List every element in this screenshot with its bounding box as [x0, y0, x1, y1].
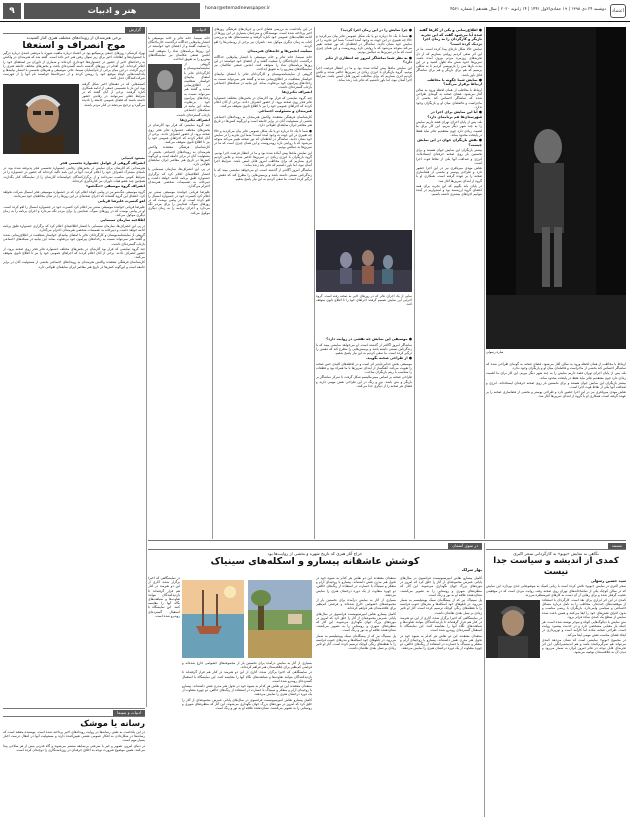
lead-question-2: ● نمایش شما چگونه با مخاطب ارتباط برقرار می‌کند؟: [427, 77, 482, 87]
lead-continued-1: ارتباط با مخاطب از همان لحظه ورود به سالن آغاز می‌شود. فضای صحنه به گونه‌ای طراحی شده که تماشاگر احساس کند بخشی از ماجراست و فاصله‌ای میان او و بازیگران وجود ندارد.: [486, 362, 626, 371]
lead-continued-2: بله، پس از پایان اجرای تهران قصد داریم نمایش را به چند شهر دیگر ببریم. این کار برای ما اهمیت زیادی دارد چون معتقدیم تئاتر نباید فقط در پایتخت محدود بماند.: [486, 371, 626, 380]
report-subhead-1: انصراف گروهی از عوامل جشنواره تجسمی فجر: [60, 160, 145, 165]
report-paragraph-6: در پی این انصراف‌ها، سازمان سینمایی با انتشار اطلاعیه‌ای اعلام کرد که برگزاری جشنواره طبق برنامه ادامه خواهد داشت و دبیرخانه به تصمیمات شخصی هنرمندان احترام می‌گذارد.: [3, 223, 145, 233]
cinema-paragraph-8: پل سینیاک نیز که از پیشگامان سبک پوینتیلیسم به شمار می‌رود، در تابلوهای خود اسکله‌ها و بندرهای جنوب فرانسه را با نقطه‌های رنگی کوچک ترسیم کرده است. آثار او تاثیر زیادی بر نسل بعدی نقاشان داشت.: [316, 633, 396, 651]
kimiai-photo: [3, 84, 79, 154]
interview-question-4: ● از طراحی صحنه بگویید.: [365, 356, 412, 361]
lead-photo-caption: [486, 350, 626, 360]
cinema-paragraph-3: در نمایشگاهی که اخیرا برگزار شده، آثاری از این دو هنرمند در کنار هم قرار گرفته‌اند تا بازدیدکنندگان بتوانند تفاوت‌ها و شباهت‌های نگاه آنها را مقایسه کنند. این نمایشگاه با استقبال گسترده‌ای روبه‌رو شده است.: [400, 615, 482, 633]
doc-tag: مستند: [608, 543, 626, 549]
report-title: موج انصراف و استعفا: [22, 40, 126, 52]
interview-column-a: [316, 27, 412, 227]
doc-paragraph-3: متن نمایش با دیالوگ‌هایی کوتاه و موجز نوشته شده است. هر جمله بار معنایی مشخصی دارد و در خدمت پیشبرد روایت است. طراحی صحنه ساده اما کارآمد است و نورپردازی در ایجاد فضای مناسب نقش مهمی ایفا می‌کند.: [542, 620, 626, 637]
lead-column-b: [486, 362, 626, 537]
photo-credit: ساره رسولی: [486, 350, 504, 354]
date-line: دوشنبه ۲۴ دی ۱۳۹۸ | ۱۹ جمادی‌الاول ۱۴۴۱ | ۱۴ ژانویه ۲۰۲۰ | سال هفدهم | شماره ۴۵۶۱: [450, 6, 606, 11]
section-divider: [3, 708, 145, 709]
lead-continued-3: بیشتر بازیگران این نمایش جوان هستند و برای نخستین بار روی صحنه حرفه‌ای ایستاده‌اند. انرژی و صداقت آنها یکی از نقاط قوت اجرا است.: [486, 380, 626, 390]
section-divider: [148, 540, 626, 541]
cinema-paragraph-13: کامیل پیسارو نقاش امپرسیونیست فرانسوی در سال‌های پایانی عمرش مجموعه‌ای از آثار را خلق کرد که امروز در موزه‌های بزرگ جهان نگهداری می‌شوند. این آثار که منظره‌های شهری و روستایی را به تصویر می‌کشند، نشان‌دهنده علاقه او به نور و رنگ است.: [182, 697, 312, 711]
culture-tag: ادبیات: [192, 27, 210, 33]
lead-photo: [486, 27, 626, 349]
lead-continued-4: نقاش مهدی میرباقری نیز در این اجرا حضور دارد و طراحی پوستر و بخشی از فضاسازی صحنه را بر عهده گرفته است. همکاری او با گروه از ابتدای تمرین‌ها آغاز شد.: [486, 390, 626, 399]
doc-photo: [486, 600, 540, 658]
report-paragraph-3: هنرمندانی که آثارشان برای نمایش در بخش‌های رقابتی جشنواره تجسمی فجر پذیرفته شده بود، در نامه‌ای مشترک انصراف خود را اعلام کردند. آنها در این نامه تاکید کرده‌اند که حضور در جشنواره را در شرایط کنونی مناسب نمی‌دانند و از برگزارکنندگان خواسته‌اند آثارشان را از نمایشگاه کنار بگذارند. همچنین چند عضو هیات داوران نیز کناره‌گیری کرده‌اند.: [3, 166, 145, 183]
cinema-paragraph-4: منتقدان معتقدند این دو نقاش هر کدام به شیوه خود در تحول هنر مدرن نقش داشته‌اند. پیسارو با روحیه‌ای آرام و متفکر و سینیاک با جسارت در استفاده از رنگ‌های خالص، دو چهره متفاوت از یک دوره درخشان هنری را نمایش می‌دهند.: [400, 633, 482, 651]
section-email[interactable]: honar@etemadnewspaper.ir: [205, 6, 271, 11]
cinema-col-d: [182, 661, 312, 817]
report-photo-caption: مسعود کیمیایی: [121, 155, 145, 160]
cinema-byline: بهار سرلک: [461, 567, 482, 573]
lead-answer-1: نمایش حالا شکل تازه‌ای پیدا کرده است. ما در این اثر سعی کردیم روایتی بسازیم که از دل تجربه‌های روزمره مردم بیرون آمده باشد. تمرین‌ها حدود شش ماه طول کشید و در این مدت بارها متن را بازنویسی کردیم تا به شکلی برسیم که هم برای بازیگر و هم برای تماشاگر قابل باور باشد.: [416, 47, 482, 77]
report-section: [3, 27, 145, 707]
report-kicker: برخی هنرمندان از رویدادهای مختلف هنری کنار کشیدند: [26, 35, 122, 40]
report-paragraph-1: بهراد کرشکی: روزهای جمعی پرسپکتیو بود در اعتماد درباره ماهیت شهره با مرتضی اسدی درباره درگیر با جشنواره‌ها و اتفاقات اخیر برای زیر سوال رفتن هنر خبر داده است. گفته شد که هنرمندان در واکنش به رخدادهای اخیر از حضور در جشنواره‌ها خودداری کرده‌اند و شماری از داوران نیز استعفای خود را اعلام کرده‌اند. این اقدام در روزهای گذشته دامنه گسترده‌ای یافت و بخش‌های مختلف جامعه هنری را دربر گرفت. در این میان برخی از نام‌آشنایان سینما، تئاتر، موسیقی و هنرهای تجسمی با انتشار بیانیه‌ها و یادداشت‌هایی کوتاه موضع خود را روشن کردند و از دبیرخانه‌ها خواستند نام آنها را از فهرست شرکت‌کنندگان حذف کنند.: [3, 51, 145, 81]
culture-b-paragraph-5: در پی این انصراف‌ها، سازمان سینمایی با انتشار اطلاعیه‌ای اعلام کرد که برگزاری جشنواره طبق برنامه ادامه خواهد داشت و دبیرخانه به تصمیمات شخصی هنرمندان احترام می‌گذارد.: [148, 167, 210, 189]
doc-paragraph-4: در مجموع «بونو» نمایشی است که نشان می‌دهد کمدی می‌تواند هم سرگرم‌کننده باشد و هم اندیشه‌برانگیز. این اثر تجربه‌ای قابل توجه در تئاتر امروز ایران به شمار می‌رود و دیدن آن به علاقه‌مندان توصیه می‌شود.: [542, 637, 626, 655]
cinema-paragraph-10: بسیاری از آثار به نمایش درآمده برای نخستین بار از مجموعه‌های خصوصی خارج شده‌اند و فرصتی کم‌نظیر برای علاقه‌مندان هنر فراهم کرده‌اند.: [182, 661, 312, 670]
culture-column-b: [148, 27, 210, 537]
culture-paragraph-5: کارشناسان فرهنگی معتقدند واکنش هنرمندان به رویدادهای اجتماعی بخشی از مسئولیت آنان در برابر جامعه است و این‌گونه کنش‌ها در تاریخ هنر معاصر ایران سابقه‌ای طولانی دارد.: [214, 115, 312, 128]
portrait-icon: [148, 64, 182, 108]
interview-answer-2: این نمایش ماه‌ها پیش آماده شده بود و ما در انتظار فرصت اجرا بودیم. گروه بازیگران با انرژی زیادی در تمرین‌ها حاضر شدند و تلاش کردیم اثری بسازیم که برای مخاطب امروز قابل لمس باشد. شرایط اجرا آسان نبود، اما باور داشتیم که تئاتر باید زنده بماند.: [316, 65, 412, 83]
cinema-paragraph-5: منتقدان معتقدند این دو نقاش هر کدام به شیوه خود در تحول هنر مدرن نقش داشته‌اند. پیسارو با روحیه‌ای آرام و متفکر و سینیاک با جسارت در استفاده از رنگ‌های خالص، دو چهره متفاوت از یک دوره درخشان هنری را نمایش می‌دهند.: [316, 576, 396, 597]
culture-paragraph-4: چند گروه نمایشی که قرار بود آثارشان در بخش‌های مختلف جشنواره تئاتر فجر روی صحنه برود، از حضور انصراف دادند. برخی از آنان اعلام کردند که اجراهای عمومی خود را نیز تا اطلاع ثانوی متوقف می‌کنند.: [214, 95, 312, 109]
interview-question-3: ● موسیقی این نمایش چه نقشی در روایت دارد؟: [326, 337, 412, 341]
culture-subhead-2: انصراف تئاتری‌ها: [282, 90, 312, 95]
interview-answer-4: موسیقی بخش جدایی‌ناپذیر اثر است و در لحظه‌های کلیدی حس صحنه را تقویت می‌کند. آهنگساز از ابتدای تمرین‌ها با ما همراه بود و قطعات را متناسب با ریتم بازیگران ساخت.: [316, 361, 412, 375]
mid-caption-text: نمایی از یک اجرای تئاتر که در روزهای اخیر به صحنه رفته است. گروه اجرایی این نمایش تصمیم گرفتند اجراهای خود را تا اطلاع ثانوی متوقف کنند.: [316, 294, 412, 306]
doc-section: [486, 543, 626, 817]
doc-paragraph-2: کمدی در این اثر ابزاری برای نقد است. کارگردان با استفاده از موقعیت‌های خنده‌دار، مخاطب را به تامل درباره مسائل اجتماعی و سیاسی وامی‌دارد. بازیگران با ریتمی مناسب و بدون اغراق نقش‌های خود را ایفا می‌کنند و همین باعث شده نمایش از سطح یک کمدی ساده فراتر برود.: [542, 598, 626, 619]
culture-paragraph-6: ● شما تا یک جا درباره دو یا یک شکل عمومی تئاتر بیان می‌کردید و حالا چه تغییری در این جهت به وجود آمده است؟ شما این تجربه را در نمایش خود نشان دادید. تماشاگر در لحظه‌ای که نور صحنه تغییر می‌کند متوجه می‌شود که با روایتی تازه روبه‌روست و این همان چیزی است که ما در تمرین‌ها به دنبالش بودیم.: [214, 128, 312, 150]
mid-photo-caption: [316, 294, 412, 334]
cinema-tag: در سوی آسمان: [448, 543, 482, 549]
newspaper-logo: اعتماد: [610, 4, 626, 18]
books-paragraph-1: در این یادداشت به نقش رسانه‌ها در روایت رویدادهای اخیر پرداخته شده است. نویسنده معتقد است که رسانه‌ها در شکل‌دادن به افکار عمومی نقشی تعیین‌کننده دارند و مسئولیت آنها در انتقال درست اخبار بسیار مهم است.: [3, 730, 145, 743]
report-subhead-4: اطلاعیه سازمان سینمایی: [100, 218, 145, 223]
culture-subhead-1: تسلیت انجمن‌ها و خانه‌های هنرمندان: [247, 49, 312, 54]
lead-answer-4: بیشتر بازیگران این نمایش جوان هستند و برای نخستین بار روی صحنه حرفه‌ای ایستاده‌اند. انرژی و صداقت آنها یکی از نقاط قوت اجرا است.: [416, 148, 482, 165]
interview-column-b: [316, 336, 412, 536]
lead-answer-3: بله، پس از پایان اجرای تهران قصد داریم نمایش را به چند شهر دیگر ببریم. این کار برای ما اهمیت زیادی دارد چون معتقدیم تئاتر نباید فقط در پایتخت محدود بماند.: [416, 120, 482, 137]
report-paragraph-4: گروه موسیقی دنگ‌شو نیز در پیامی کوتاه اعلام کرد که در جشنواره موسیقی فجر امسال شرکت نخواهد کرد. اعضای این گروه گفته‌اند که اجرای صحنه‌ای در این روزها را در شأن مخاطبان خود نمی‌دانند.: [3, 189, 145, 198]
cinema-col-c: [148, 576, 180, 817]
culture-b-paragraph-6: علیرضا قربانی خواننده موسیقی سنتی نیز اعلام کرد کنسرت خود در جشنواره امسال را لغو کرده است. او در پیامی نوشت که در روزهای سوگ، صدایش را برای مردم نگه می‌دارد و اجرای برنامه را به زمان دیگری موکول می‌کند.: [148, 189, 210, 215]
lead-question-3: ● آیا این نمایش برای اجرا در شهرستان‌ها هم برنامه‌ای دارد؟: [427, 110, 482, 119]
cinema-paragraph-1: کامیل پیسارو نقاش امپرسیونیست فرانسوی در سال‌های پایانی عمرش مجموعه‌ای از آثار را خلق کرد که امروز در موزه‌های بزرگ جهان نگهداری می‌شوند. این آثار که منظره‌های شهری و روستایی را به تصویر می‌کشند، نشان‌دهنده علاقه او به نور و رنگ است.: [400, 576, 482, 597]
column-rule: [212, 27, 213, 539]
lead-question-4: ● نقش بازیگران جوان در این نمایش چیست؟: [417, 138, 482, 147]
culture-b-paragraph-3: چند گروه نمایشی که قرار بود آثارشان در بخش‌های مختلف جشنواره تئاتر فجر روی صحنه برود، از حضور انصراف دادند. برخی از آنان اعلام کردند که اجراهای عمومی خود را نیز تا اطلاع ثانوی متوقف می‌کنند.: [148, 123, 210, 145]
doc-title: کمدی از اندیشه و سیاست جدا نیست: [493, 556, 619, 578]
report-paragraph-8: چند گروه نمایشی که قرار بود آثارشان در بخش‌های مختلف جشنواره تئاتر فجر روی صحنه برود، از حضور انصراف دادند. برخی از آنان اعلام کردند که اجراهای عمومی خود را نیز تا اطلاع ثانوی متوقف می‌کنند.: [3, 246, 145, 260]
doc-kicker: نگاهی به نمایش «بونو» به کارگردانی سحر اکبری: [513, 551, 599, 556]
performance-photo-icon: [316, 230, 412, 292]
page-number: ۹: [3, 3, 21, 19]
culture-paragraph-3: گروهی از نمایشنامه‌نویسان و کارگردانان تئاتر با امضای بیانیه‌ای خواستار شفافیت در اطلاع‌رسانی شدند و گفتند هنر نمی‌تواند نسبت به رخدادهای پیرامون خود بی‌تفاوت بماند. این بیانیه در شبکه‌های اجتماعی بازتاب گسترده‌ای داشت.: [214, 72, 312, 90]
cinema-kicker: خراج آثار هنری که تاریخ شهره و بخشی از روایت‌ها بود: [267, 551, 363, 556]
stage-photo-icon: [486, 27, 626, 349]
books-tag: ادبیات و سینما: [113, 710, 145, 716]
column-rule: [414, 27, 415, 539]
culture-b-paragraph-2: گروهی از نمایشنامه‌نویسان و کارگردانان تئاتر با امضای بیانیه‌ای خواستار شفافیت در اطلاع‌رسانی شدند و گفتند هنر نمی‌تواند نسبت به رخدادهای پیرامون خود بی‌تفاوت بماند. این بیانیه در شبکه‌های اجتماعی بازتاب گسترده‌ای داشت.: [175, 62, 210, 117]
painting-2: [182, 580, 244, 658]
cinema-paragraph-12: منتقدان معتقدند این دو نقاش هر کدام به شیوه خود در تحول هنر مدرن نقش داشته‌اند. پیسارو با روحیه‌ای آرام و متفکر و سینیاک با جسارت در استفاده از رنگ‌های خالص، دو چهره متفاوت از یک دوره درخشان هنری را نمایش می‌دهند.: [182, 684, 312, 697]
interview-question-2: ● به نظر شما تماشاگر امروز چه انتظاری از تئاتر دارد؟: [325, 55, 412, 65]
portrait-icon: [3, 84, 79, 154]
cinema-paragraph-2: پل سینیاک نیز که از پیشگامان سبک پوینتیلیسم به شمار می‌رود، در تابلوهای خود اسکله‌ها و بندرهای جنوب فرانسه را با نقطه‌های رنگی کوچک ترسیم کرده است. آثار او تاثیر زیادی بر نسل بعدی نقاشان داشت.: [400, 598, 482, 615]
harbor-painting-icon: [182, 580, 244, 658]
column-rule: [314, 27, 315, 539]
author-photo: [148, 64, 182, 108]
cinema-title: کوشش عاشقانه پیسارو و اسکله‌های سینیاک: [210, 556, 420, 568]
books-paragraph-2: در دنیای امروز، تصویر و خبر با سرعتی بی‌سابقه منتشر می‌شوند و گاه قدرتی بیش از هر سلاحی پیدا می‌کنند. همین موضوع ضرورت توجه به اخلاق حرفه‌ای در روزنامه‌نگاری را دوچندان کرده است.: [3, 743, 145, 752]
culture-paragraph-8: تماشاگر امروز آگاه‌تر از گذشته است. او می‌خواهد نمایشی ببیند که با زندگی‌اش نسبتی داشته باشد و پرسش‌هایی را مطرح کند که ذهنش را درگیر کرده است. ما سعی کردیم به این نیاز پاسخ بدهیم.: [214, 168, 312, 181]
culture-column-a: [214, 27, 312, 537]
books-section: [3, 710, 145, 817]
culture-b-paragraph-4: کارشناسان فرهنگی معتقدند واکنش هنرمندان به رویدادهای اجتماعی بخشی از مسئولیت آنان در برابر جامعه است و این‌گونه کنش‌ها در تاریخ هنر معاصر ایران سابقه‌ای طولانی دارد.: [148, 145, 210, 167]
lead-question-1: ● اطلاع‌رسانی و یکی از کارها گفته شده آیا می‌شود گفت که این تجربه بازیگر و کارگردان را به زمان اجرا نزدیک کرده است؟: [419, 28, 482, 46]
culture-paragraph-2: خانه سینما، خانه تئاتر و خانه موسیقی با انتشار پیام‌هایی جداگانه درگذشت جان‌باختگان را تسلیت گفتند و از اعضای خود خواستند در این روزها برنامه‌های شاد را متوقف کنند. انجمن صنفی عکاسان نیز نمایشگاه‌های پیش‌رو را به تعویق انداخت.: [214, 54, 312, 72]
culture-paragraph-7: این نمایش ماه‌ها پیش آماده شده بود و ما در انتظار فرصت اجرا بودیم. گروه بازیگران با انرژی زیادی در تمرین‌ها حاضر شدند و تلاش کردیم اثری بسازیم که برای مخاطب امروز قابل لمس باشد. شرایط اجرا آسان نبود، اما باور داشتیم که تئاتر باید زنده بماند.: [214, 150, 312, 168]
report-paragraph-7: گروهی از نمایشنامه‌نویسان و کارگردانان تئاتر با امضای بیانیه‌ای خواستار شفافیت در اطلاع‌رسانی شدند و گفتند هنر نمی‌تواند نسبت به رخدادهای پیرامون خود بی‌تفاوت بماند. این بیانیه در شبکه‌های اجتماعی بازتاب گسترده‌ای داشت.: [3, 233, 145, 246]
painting-1: [248, 580, 312, 658]
report-subhead-3: لغو کنسرت علیرضا قربانی: [97, 199, 145, 204]
culture-paragraph-1: در این یادداشت به بررسی فضای ادبی و جریان‌های فرهنگی روزهای اخیر پرداخته شده است. نویسندگان و مترجمان بسیاری در این روزها از ادامه فعالیت‌های عمومی خود کناره گرفتند و نشست‌های نقد و بررسی کتاب به زمان دیگری موکول شد. ناشران نیز برخی از رونمایی‌ها را لغو کردند.: [214, 27, 312, 48]
report-paragraph-9: کارشناسان فرهنگی معتقدند واکنش هنرمندان به رویدادهای اجتماعی بخشی از مسئولیت آنان در برابر جامعه است و این‌گونه کنش‌ها در تاریخ هنر معاصر ایران سابقه‌ای طولانی دارد.: [3, 260, 145, 269]
lead-answer-6: در پایان باید بگویم که این تجربه برای همه اعضای گروه ارزشمند بود و امیدواریم در آینده بتوانیم اجراهای بیشتری داشته باشیم.: [416, 183, 482, 197]
interview-answer-3: تماشاگر امروز آگاه‌تر از گذشته است. او می‌خواهد نمایشی ببیند که با زندگی‌اش نسبتی داشته باشد و پرسش‌هایی را مطرح کند که ذهنش را درگیر کرده است. ما سعی کردیم به این نیاز پاسخ بدهیم.: [316, 342, 412, 355]
cinema-col-b: [316, 576, 396, 817]
portrait-icon: [486, 600, 540, 658]
report-tag: گزارش: [125, 27, 145, 33]
cinema-paragraph-11: در نمایشگاهی که اخیرا برگزار شده، آثاری از این دو هنرمند در کنار هم قرار گرفته‌اند تا بازدیدکنندگان بتوانند تفاوت‌ها و شباهت‌های نگاه آنها را مقایسه کنند. این نمایشگاه با استقبال گسترده‌ای روبه‌رو شده است.: [182, 670, 312, 683]
books-title: رسانه یا موشک: [80, 719, 145, 729]
lead-answer-2: ارتباط با مخاطب از همان لحظه ورود به سالن آغاز می‌شود. فضای صحنه به گونه‌ای طراحی شده که تماشاگر احساس کند بخشی از ماجراست و فاصله‌ای میان او و بازیگران وجود ندارد.: [416, 87, 482, 109]
doc-byline: سید حسین رسولی: [590, 578, 626, 584]
culture-b-subhead: انصراف تئاتری‌ها: [180, 117, 210, 122]
section-title: هنر و ادبیات: [24, 3, 200, 19]
column-rule: [146, 27, 147, 707]
cinema-paragraph-9: در نمایشگاهی که اخیرا برگزار شده، آثاری از این دو هنرمند در کنار هم قرار گرفته‌اند تا بازدیدکنندگان بتوانند تفاوت‌ها و شباهت‌های نگاه آنها را مقایسه کنند. این نمایشگاه با استقبال گسترده‌ای روبه‌رو شده است.: [148, 576, 180, 618]
cinema-paragraph-6: بسیاری از آثار به نمایش درآمده برای نخستین بار از مجموعه‌های خصوصی خارج شده‌اند و فرصتی کم‌نظیر برای علاقه‌مندان هنر فراهم کرده‌اند.: [316, 598, 396, 611]
report-subhead-2: انصراف گروه موسیقی «دنگ‌شو»: [85, 184, 145, 189]
lead-column-a: [416, 27, 482, 537]
column-rule: [484, 543, 485, 817]
masthead: [0, 0, 630, 22]
report-paragraph-5: علیرضا قربانی خواننده موسیقی سنتی نیز اعلام کرد کنسرت خود در جشنواره امسال را لغو کرده است. او در پیامی نوشت که در روزهای سوگ، صدایش را برای مردم نگه می‌دارد و اجرای برنامه را به زمان دیگری موکول می‌کند.: [3, 204, 145, 218]
cinema-paragraph-7: کامیل پیسارو نقاش امپرسیونیست فرانسوی در سال‌های پایانی عمرش مجموعه‌ای از آثار را خلق کرد که امروز در موزه‌های بزرگ جهان نگهداری می‌شوند. این آثار که منظره‌های شهری و روستایی را به تصویر می‌کشند، نشان‌دهنده علاقه او به نور و رنگ است.: [316, 611, 396, 633]
doc-paragraph-1: سحر اکبری در نمایش «بونو» تلاش کرده است با زبانی کمیک به موضوعاتی جدی بپردازد. این نمایش که در سالن کوچک یکی از تماشاخانه‌های تهران روی صحنه رفته، روایت مردی است که در موقعیتی عجیب گرفتار شده و برای رهایی از آن دست به کارهای غیرمنتظره می‌زند.: [486, 584, 626, 597]
culture-subhead-3: هنرمندان و مسئولیت اجتماعی: [258, 109, 312, 114]
interview-answer-5: طراحی صحنه بر اساس مینی‌مالیسم شکل گرفت تا تمرکز تماشاگر بر بازیگر و متن باشد. نور و رنگ در این طراحی نقش مهمی دارند و فضای هر صحنه را از دیگری جدا می‌کنند.: [316, 375, 412, 388]
lead-answer-5: نقاش مهدی میرباقری نیز در این اجرا حضور دارد و طراحی پوستر و بخشی از فضاسازی صحنه را بر عهده گرفته است. همکاری او با گروه از ابتدای تمرین‌ها آغاز شد.: [416, 166, 482, 183]
cinema-col-a: [400, 576, 482, 817]
column-rule: [484, 27, 485, 539]
mid-photo: [316, 230, 412, 292]
interview-question-1: ● چرا نمایش را در این زمان اجرا کردید؟: [340, 28, 412, 32]
landscape-painting-icon: [248, 580, 312, 658]
culture-b-paragraph-1: خانه سینما، خانه تئاتر و خانه موسیقی با انتشار پیام‌هایی جداگانه درگذشت جان‌باختگان را تسلیت گفتند و از اعضای خود خواستند در این روزها برنامه‌های شاد را متوقف کنند. انجمن صنفی عکاسان نیز نمایشگاه‌های پیش‌رو را به تعویق انداخت.: [148, 36, 210, 62]
report-paragraph-2: کمیته‌هایی که در دهه‌های اخیر شکل گرفته بود، این بار با تصمیمی جمعی از ادامه همکاری کناره گرفتند. برخی از آنان گفتند که در شرایط فعلی نمی‌توانند در رقابتی حضور داشته باشند که فضای عمومی جامعه را نادیده می‌گیرد و ترجیح می‌دهند در کنار مردم باشند.: [82, 81, 145, 107]
interview-answer-1: ● شما تا یک جا درباره دو یا یک شکل عمومی تئاتر بیان می‌کردید و حالا چه تغییری در این جهت به وجود آمده است؟ شما این تجربه را در نمایش خود نشان دادید. تماشاگر در لحظه‌ای که نور صحنه تغییر می‌کند متوجه می‌شود که با روایتی تازه روبه‌روست و این همان چیزی است که ما در تمرین‌ها به دنبالش بودیم.: [316, 33, 412, 55]
